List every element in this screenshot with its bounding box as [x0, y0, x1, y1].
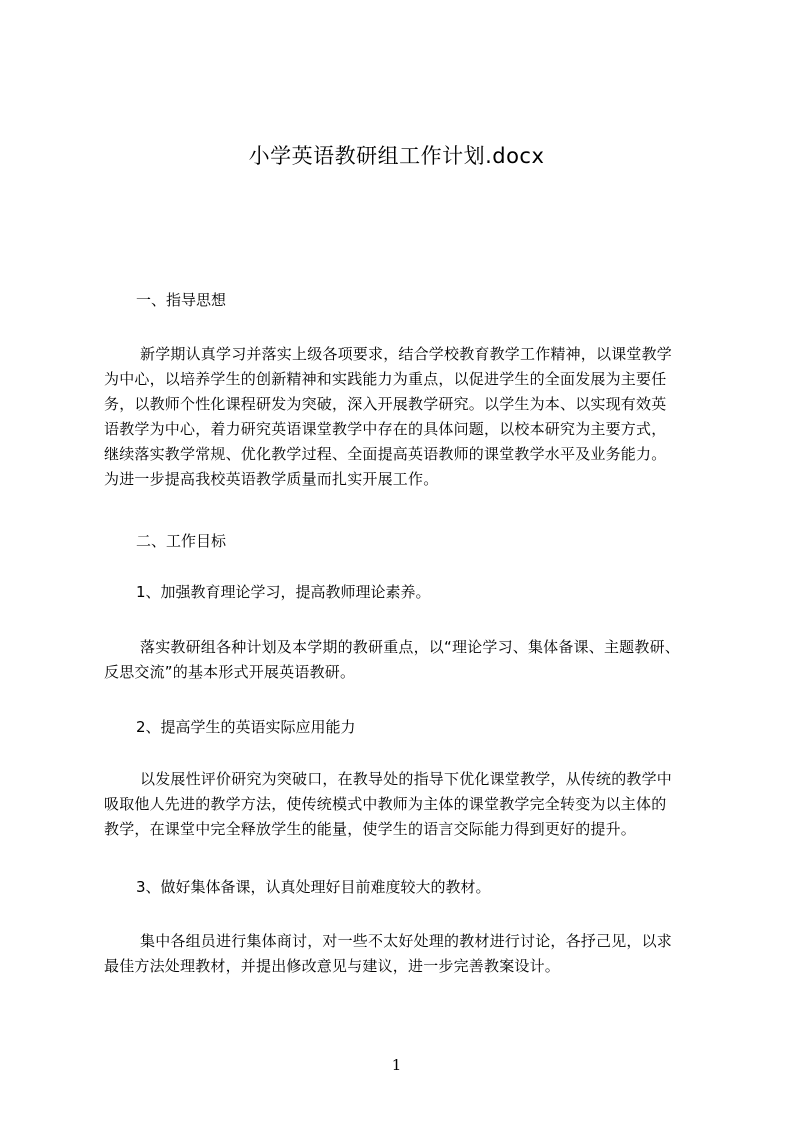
goal-heading-3: 3、做好集体备课，认真处理好目前难度较大的教材。 [136, 878, 491, 896]
paragraph-line: 以发展性评价研究为突破口，在教导处的指导下优化课堂教学，从传统的教学中 [140, 770, 673, 788]
page-number: 1 [391, 1056, 402, 1074]
paragraph-line: 教学，在课堂中完全释放学生的能量，使学生的语言交际能力得到更好的提升。 [104, 820, 637, 838]
paragraph-line: 为进一步提高我校英语教学质量而扎实开展工作。 [104, 470, 439, 488]
goal-heading-2: 2、提高学生的英语实际应用能力 [136, 718, 356, 736]
section-heading-work-goals: 二、工作目标 [136, 532, 227, 550]
paragraph-line: 继续落实教学常规、优化教学过程、全面提高英语教师的课堂教学水平及业务能力。 [104, 445, 667, 463]
paragraph-goal-3 [104, 929, 714, 979]
paragraph-line: 落实教研组各种计划及本学期的教研重点，以“理论学习、集体备课、主题教研、 [140, 638, 680, 656]
paragraph-guiding-thought [104, 342, 714, 492]
paragraph-line: 语教学为中心，着力研究英语课堂教学中存在的具体问题，以校本研究为主要方式， [104, 420, 667, 438]
paragraph-line: 务，以教师个性化课程研发为突破，深入开展教学研究。以学生为本、以实现有效英 [104, 395, 667, 413]
paragraph-line: 反思交流”的基本形式开展英语教研。 [104, 663, 356, 681]
section-heading-guiding-thought: 一、指导思想 [136, 291, 227, 309]
goal-heading-1: 1、加强教育理论学习，提高教师理论素养。 [136, 583, 431, 601]
paragraph-line: 新学期认真学习并落实上级各项要求，结合学校教育教学工作精神，以课堂教学 [140, 345, 673, 363]
paragraph-line: 吸取他人先进的教学方法，使传统模式中教师为主体的课堂教学完全转变为以主体的 [104, 795, 667, 813]
paragraph-line: 集中各组员进行集体商讨，对一些不太好处理的教材进行讨论，各抒己见，以求 [140, 932, 673, 950]
page-title: 小学英语教研组工作计划.docx [248, 144, 545, 168]
paragraph-goal-2 [104, 767, 714, 842]
paragraph-line: 为中心，以培养学生的创新精神和实践能力为重点，以促进学生的全面发展为主要任 [104, 370, 667, 388]
paragraph-line: 最佳方法处理教材，并提出修改意见与建议，进一步完善教案设计。 [104, 957, 561, 975]
paragraph-goal-1 [104, 635, 714, 685]
